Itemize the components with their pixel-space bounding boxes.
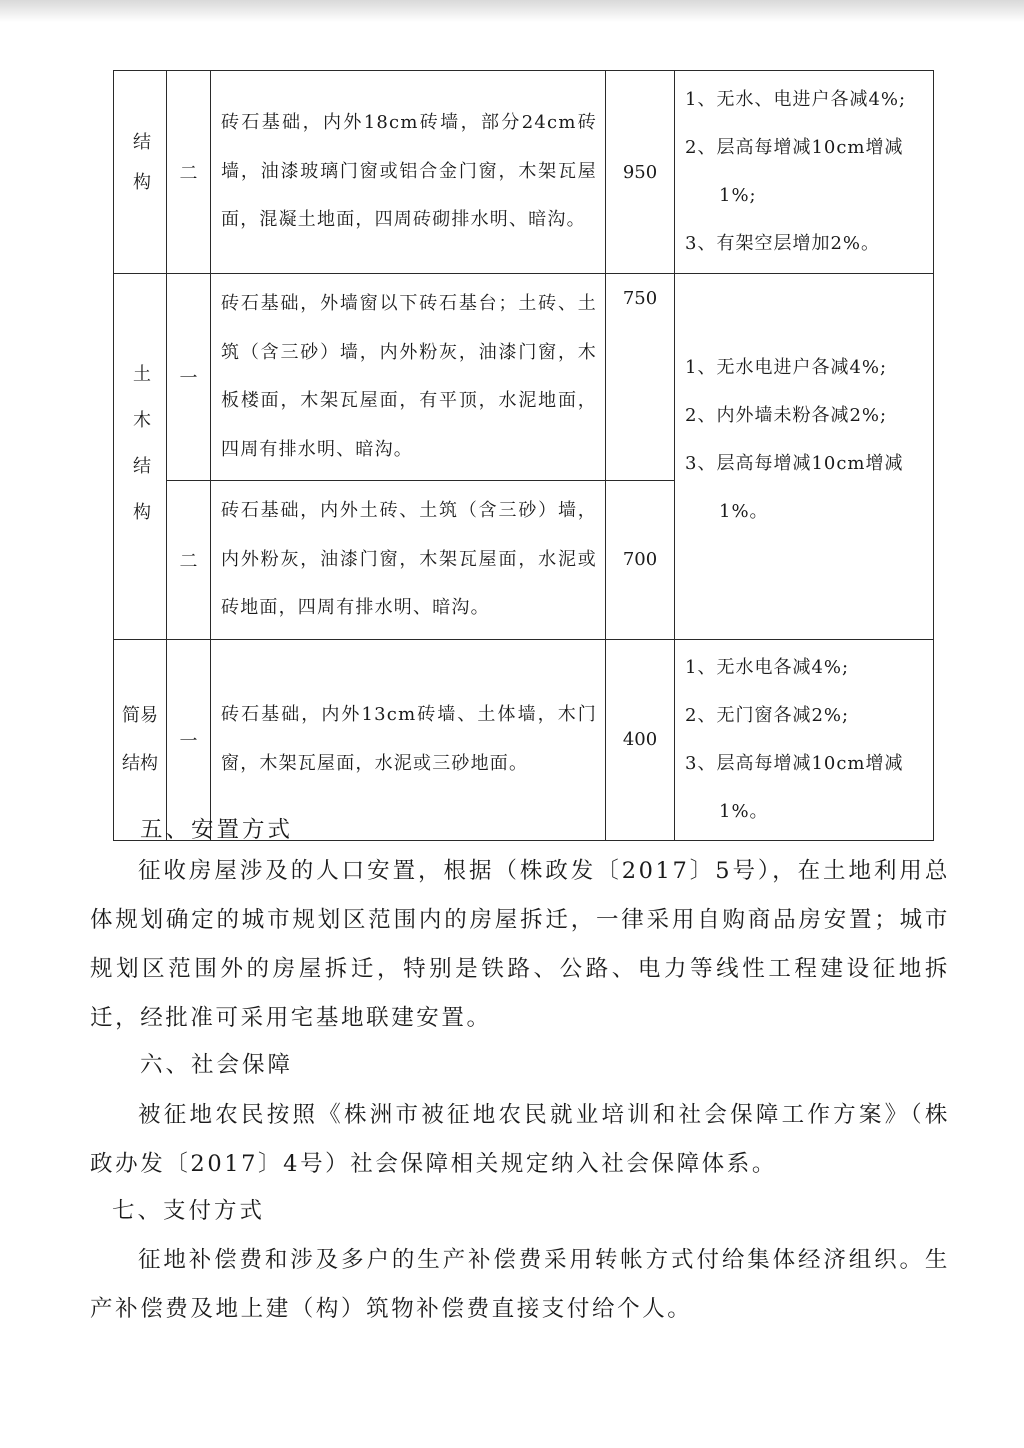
table-row [114,274,934,481]
description-cell: 砖石基础，内外13cm砖墙、土体墙，木门窗，木架瓦屋面，水泥或三砂地面。 [211,639,606,840]
note-line: 3、层高每增减10cm增减 [685,752,904,774]
description-cell: 砖石基础，外墙窗以下砖石基台；土砖、土筑（含三砂）墙，内外粉灰，油漆门窗，木板楼面，木架瓦屋面，有平顶，水泥地面，四周有排水明、暗沟。 [211,274,606,481]
section-heading-payment: 七、支付方式 [112,1198,266,1224]
price-cell: 400 [606,639,675,840]
note-line: 2、层高每增减10cm增减 [685,137,904,158]
price-cell: 700 [606,481,675,640]
description-cell: 砖石基础，内外18cm砖墙，部分24cm砖墙，油漆玻璃门窗或铝合金门窗，木架瓦屋面，混凝土地面，四周砖砌排水明、暗沟。 [211,71,606,274]
section-body-social-security [90,1091,950,1189]
note-line: 1%。 [719,501,769,522]
note-line: 1%; [719,185,757,206]
grade-cell: 一 [167,274,211,481]
paragraph: 征收房屋涉及的人口安置，根据（株政发〔2017〕5号），在土地利用总体规划确定的城市规划区范围内的房屋拆迁，一律采用自购商品房安置；城市规划区范围外的房屋拆迁，特别是铁路、公路、电力等线性工程建设征地拆迁，经批准可采用宅基地联建安置。 [90,858,950,1031]
notes-cell [675,71,934,274]
note-line: 1、无水、电进户各减4%; [685,89,907,110]
note-line: 1%。 [719,800,769,822]
note-line: 3、层高每增减10cm增减 [685,453,904,474]
category-cell [114,639,167,840]
category-label: 结构 [130,132,151,212]
category-cell [114,71,167,274]
note-line: 1、无水电进户各减4%; [685,357,888,378]
category-label: 土木结构 [130,364,151,549]
section-body-payment [90,1236,950,1334]
compensation-standard-table [113,70,934,841]
category-label-line: 结构 [122,752,158,774]
paragraph: 被征地农民按照《株洲市被征地农民就业培训和社会保障工作方案》（株政办发〔2017〕4号）社会保障相关规定纳入社会保障体系。 [90,1102,950,1177]
scan-edge [0,0,1024,22]
section-heading-social-security: 六、社会保障 [140,1052,294,1078]
grade-cell: 二 [167,71,211,274]
note-line: 3、有架空层增加2%。 [685,233,881,254]
category-label-line: 简易 [122,704,158,726]
note-line: 1、无水电各减4%; [685,656,850,678]
price-cell: 750 [606,274,675,481]
grade-cell: 二 [167,481,211,640]
section-body-resettlement [90,847,950,1043]
price-cell: 950 [606,71,675,274]
table-row [114,71,934,274]
grade-cell: 一 [167,639,211,840]
table-row [114,639,934,840]
notes-cell [675,274,934,640]
description-cell: 砖石基础，内外土砖、土筑（含三砂）墙，内外粉灰，油漆门窗，木架瓦屋面，水泥或砖地面，四周有排水明、暗沟。 [211,481,606,640]
note-line: 2、无门窗各减2%; [685,704,850,726]
paragraph: 征地补偿费和涉及多户的生产补偿费采用转帐方式付给集体经济组织。生产补偿费及地上建（构）筑物补偿费直接支付给个人。 [90,1247,950,1322]
category-cell [114,274,167,640]
notes-cell [675,639,934,840]
section-heading-resettlement: 五、安置方式 [140,817,294,843]
note-line: 2、内外墙未粉各减2%; [685,405,888,426]
